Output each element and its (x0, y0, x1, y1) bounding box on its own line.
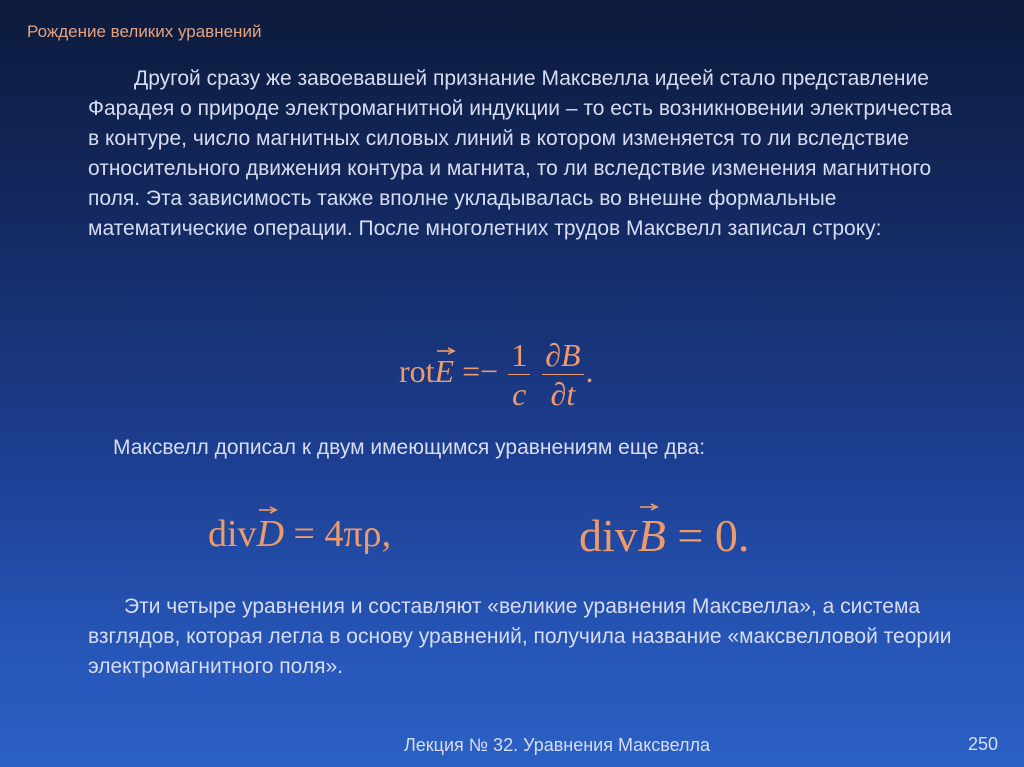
paragraph-faraday-first-line: Другой сразу же завоевавшей признание Максвелла идеей стало (134, 67, 776, 90)
div-operator: div (208, 513, 257, 555)
paragraph-conclusion-rest: Максвелла», а система взглядов, которая легла в основу уравнений, получила название «максвелловой теории электромагнитного поля». (88, 595, 952, 678)
rot-operator: rot (399, 352, 435, 389)
paragraph-conclusion-first-line: Эти четыре уравнения и составляют «великие уравнения (124, 595, 687, 618)
paragraph-faraday-rest: представление Фарадея о природе электромагнитной индукции – то есть возникновении электричества в контуре, число магнитных силовых линий в котором изменяется то ли вследствие относительного движения контура и магнита, то ли вследствие изменения магнитного поля. Эта зависимость также вполне укладывалась во внешне формальные математические операции. После многолетних трудов Максвелл записал строку: (88, 67, 953, 240)
vector-e (435, 353, 455, 390)
fraction-numerator: 1 (508, 336, 530, 375)
fraction-db: ∂B (542, 336, 583, 375)
paragraph-faraday (88, 64, 968, 244)
paragraph-two-more: Максвелл дописал к двум имеющимся уравнениям еще два: (113, 436, 706, 459)
page-number: 250 (967, 734, 998, 754)
vector-arrow-icon (436, 347, 456, 355)
fraction-db-dt (542, 336, 583, 413)
formula-rot-e (399, 336, 594, 413)
div-operator: div (579, 510, 638, 561)
formula-period: . (585, 352, 594, 389)
fraction-one-over-c (508, 336, 530, 413)
vector-b (638, 509, 666, 562)
fraction-denominator: c (512, 376, 527, 412)
vector-arrow-icon (258, 506, 278, 514)
formula-div-b-rhs: = 0. (677, 510, 750, 561)
formula-div-d-rhs: = 4πρ, (293, 513, 392, 555)
formula-div-b (579, 509, 749, 562)
vector-b-letter: B (637, 510, 666, 561)
vector-d (257, 512, 284, 556)
paragraph-conclusion (88, 592, 968, 682)
vector-arrow-icon (639, 503, 659, 511)
lecture-footer: Лекция № 32. Уравнения Максвелла (403, 735, 711, 755)
fraction-dt: ∂t (550, 376, 576, 412)
formula-div-d (208, 512, 391, 556)
slide-title: Рождение великих уравнений (27, 22, 262, 41)
vector-e-letter: E (434, 352, 455, 389)
equals-minus: =− (462, 352, 499, 389)
vector-d-letter: D (256, 513, 285, 555)
